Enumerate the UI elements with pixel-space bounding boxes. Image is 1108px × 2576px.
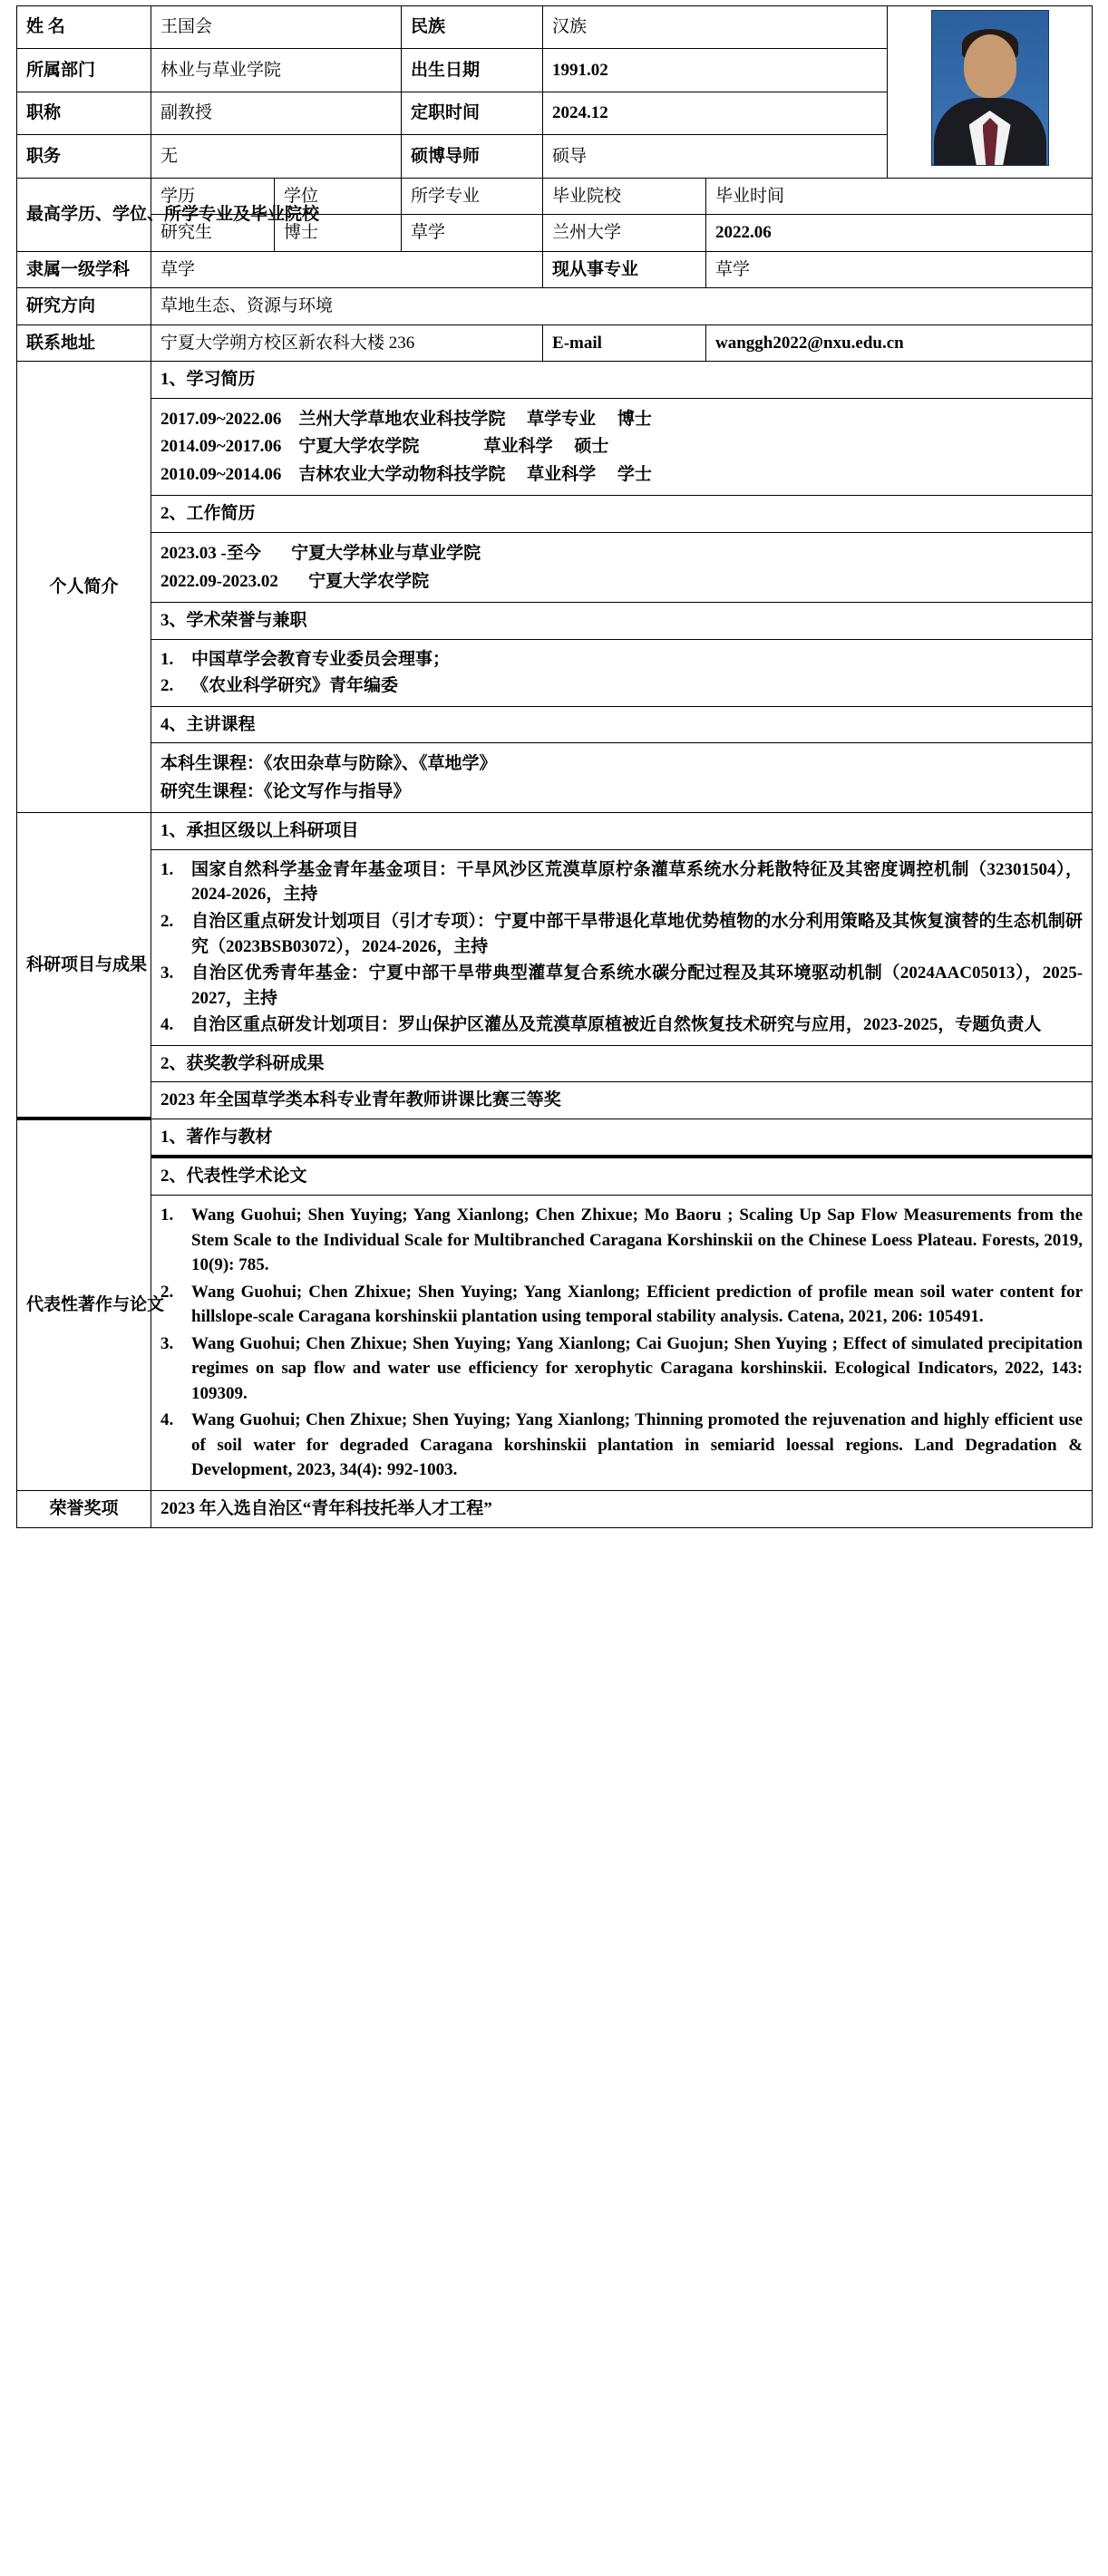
list-item: 2. 自治区重点研发计划项目（引才专项）：宁夏中部干旱带退化草地优势植物的水分利用策略及其恢复演替的生态机制研究（2023BSB03072），2024-2026，主持 xyxy=(160,909,1083,959)
label-research-direction: 研究方向 xyxy=(17,288,151,325)
label-title-rank: 职称 xyxy=(17,92,151,134)
profile-work-row xyxy=(151,533,1092,603)
value-grad-time: 2022.06 xyxy=(706,215,1093,252)
label-education-block: 最高学历、学位、所学专业及毕业院校 xyxy=(17,178,151,251)
works-sec1-title-row xyxy=(151,1119,1092,1157)
projects-sec2-title-row xyxy=(151,1045,1092,1082)
avatar-head xyxy=(964,34,1016,98)
row-representative-works xyxy=(17,1119,1093,1490)
works-sec2-title-row xyxy=(151,1157,1092,1195)
projects-list-row xyxy=(151,849,1092,1045)
label-representative-works: 代表性著作与论文 xyxy=(17,1119,151,1490)
label-email: E-mail xyxy=(543,324,706,362)
list-item: 4. 自治区重点研发计划项目：罗山保护区灌丛及荒漠草原植被近自然恢复技术研究与应用，2023-2025，专题负责人 xyxy=(160,1012,1083,1038)
value-school: 兰州大学 xyxy=(543,215,706,252)
works-sec1-title: 1、著作与教材 xyxy=(151,1119,1092,1157)
value-first-discipline: 草学 xyxy=(151,251,543,288)
value-name: 王国会 xyxy=(151,6,402,49)
portrait-photo xyxy=(888,6,1093,179)
avatar xyxy=(931,10,1049,166)
projects-content xyxy=(151,813,1093,1119)
row-discipline xyxy=(17,251,1093,288)
profile-sec1-title: 1、学习简历 xyxy=(151,362,1092,398)
profile-honors-row xyxy=(151,639,1092,706)
profile-sec2-title: 2、工作简历 xyxy=(151,496,1092,533)
profile-courses-list xyxy=(151,743,1092,813)
head-school: 毕业院校 xyxy=(543,178,706,215)
study-item: 2014.09~2017.06 宁夏大学农学院 草业科学 硕士 xyxy=(160,437,609,457)
profile-sec4-title: 4、主讲课程 xyxy=(151,706,1092,743)
profile-work-list xyxy=(151,533,1092,603)
list-number: 3. xyxy=(160,1333,174,1353)
value-title-rank: 副教授 xyxy=(151,92,402,134)
list-number: 1. xyxy=(160,859,174,879)
label-birth-date: 出生日期 xyxy=(402,49,543,92)
head-major: 所学专业 xyxy=(402,178,543,215)
list-item: 1. Wang Guohui; Shen Yuying; Yang Xianlong; Chen Zhixue; Mo Baoru ; Scaling Up Sap Flow Measurements from the Stem Scale to the Individual Scale for Multibranched Caragana Korshinskii on the Chinese Loess Plateau. Forests, 2019, 10(9): 785. xyxy=(160,1203,1083,1278)
projects-award: 2023 年全国草学类本科专业青年教师讲课比赛三等奖 xyxy=(151,1082,1092,1119)
row-personal-profile xyxy=(17,362,1093,813)
value-supervisor: 硕导 xyxy=(543,135,888,178)
value-ethnicity: 汉族 xyxy=(543,6,888,49)
row-education-values xyxy=(17,215,1093,252)
list-item: 2. Wang Guohui; Chen Zhixue; Shen Yuying; Yang Xianlong; Efficient prediction of profile mean soil water content for hillslope-scale Caragana korshinskii plantation using temporal stability analysis. Catena, 2021, 206: 105491. xyxy=(160,1280,1083,1330)
label-supervisor: 硕博导师 xyxy=(402,135,543,178)
value-honors: 2023 年入选自治区“青年科技托举人才工程” xyxy=(151,1490,1093,1527)
list-number: 1. xyxy=(160,1205,174,1225)
faculty-profile-table xyxy=(16,5,1093,1528)
profile-sec2-title-row xyxy=(151,496,1092,533)
list-number: 3. xyxy=(160,964,174,983)
row-name xyxy=(17,6,1093,49)
projects-list xyxy=(151,849,1092,1045)
value-research-direction: 草地生态、资源与环境 xyxy=(151,288,1093,325)
study-item: 2010.09~2014.06 吉林农业大学动物科技学院 草业科学 学士 xyxy=(160,464,652,484)
row-research-direction xyxy=(17,288,1093,325)
list-number: 2. xyxy=(160,676,174,696)
projects-subtable xyxy=(151,813,1092,1118)
projects-award-row xyxy=(151,1082,1092,1119)
list-item: 1. 国家自然科学基金青年基金项目：干旱风沙区荒漠草原柠条灌草系统水分耗散特征及其密度调控机制（32301504），2024-2026，主持 xyxy=(160,857,1083,907)
head-grad-time: 毕业时间 xyxy=(706,178,1093,215)
works-sec2-title: 2、代表性学术论文 xyxy=(151,1157,1092,1195)
value-birth-date: 1991.02 xyxy=(543,49,888,92)
profile-subtable xyxy=(151,362,1092,812)
value-education: 研究生 xyxy=(151,215,275,252)
head-degree: 学位 xyxy=(275,178,402,215)
label-projects-results: 科研项目与成果 xyxy=(17,813,151,1119)
row-education-headers xyxy=(17,178,1093,215)
works-paper-list xyxy=(151,1195,1092,1490)
list-item: 3. 自治区优秀青年基金：宁夏中部干旱带典型灌草复合系统水碳分配过程及其环境驱动机制（2024AAC05013），2025-2027，主持 xyxy=(160,961,1083,1011)
profile-sec3-title: 3、学术荣誉与兼职 xyxy=(151,603,1092,640)
label-department: 所属部门 xyxy=(17,49,151,92)
label-duty: 职务 xyxy=(17,135,151,178)
list-number: 2. xyxy=(160,1282,174,1302)
label-name: 姓 名 xyxy=(17,6,151,49)
value-major: 草学 xyxy=(402,215,543,252)
list-number: 4. xyxy=(160,1410,174,1430)
profile-honors-list xyxy=(151,639,1092,706)
head-education: 学历 xyxy=(151,178,275,215)
personal-profile-content xyxy=(151,362,1093,813)
row-contact xyxy=(17,324,1093,362)
value-contact-address: 宁夏大学朔方校区新农科大楼 236 xyxy=(151,324,543,362)
list-item: 3. Wang Guohui; Chen Zhixue; Shen Yuying; Yang Xianlong; Cai Guojun; Shen Yuying ; Effect of simulated precipitation regimes on sap flow and water use efficiency for xerophytic Caragana korshinskii. Ecological Indicators, 2022, 143: 109309. xyxy=(160,1332,1083,1407)
profile-study-row xyxy=(151,398,1092,496)
label-first-discipline: 隶属一级学科 xyxy=(17,251,151,288)
profile-sec4-title-row xyxy=(151,706,1092,743)
course-item: 本科生课程：《农田杂草与防除》、《草地学》 xyxy=(160,754,497,774)
value-current-major: 草学 xyxy=(706,251,1093,288)
label-tenure-date: 定职时间 xyxy=(402,92,543,134)
work-item: 2022.09-2023.02 宁夏大学农学院 xyxy=(160,571,430,591)
list-number: 4. xyxy=(160,1015,174,1035)
work-item: 2023.03 -至今 宁夏大学林业与草业学院 xyxy=(160,544,481,564)
study-item: 2017.09~2022.06 兰州大学草地农业科技学院 草学专业 博士 xyxy=(160,409,652,429)
list-number: 2. xyxy=(160,912,174,932)
list-item: 4. Wang Guohui; Chen Zhixue; Shen Yuying; Yang Xianlong; Thinning promoted the rejuvenation and highly efficient use of soil water for degraded Caragana korshinskii plantation in semiarid loessal regions. Land Degradation & Development, 2023, 34(4): 992-1003. xyxy=(160,1408,1083,1483)
row-honors xyxy=(17,1490,1093,1527)
label-ethnicity: 民族 xyxy=(402,6,543,49)
works-subtable xyxy=(151,1119,1092,1490)
value-email[interactable]: wanggh2022@nxu.edu.cn xyxy=(706,324,1093,362)
projects-sec2-title: 2、获奖教学科研成果 xyxy=(151,1045,1092,1082)
value-department: 林业与草业学院 xyxy=(151,49,402,92)
label-honors: 荣誉奖项 xyxy=(17,1490,151,1527)
value-tenure-date: 2024.12 xyxy=(543,92,888,134)
label-personal-profile: 个人简介 xyxy=(17,362,151,813)
profile-sec1-title-row xyxy=(151,362,1092,398)
profile-sec3-title-row xyxy=(151,603,1092,640)
label-current-major: 现从事专业 xyxy=(543,251,706,288)
projects-sec1-title-row xyxy=(151,813,1092,849)
profile-courses-row xyxy=(151,743,1092,813)
projects-sec1-title: 1、承担区级以上科研项目 xyxy=(151,813,1092,849)
list-number: 1. xyxy=(160,649,174,669)
value-degree: 博士 xyxy=(275,215,402,252)
profile-study-list xyxy=(151,398,1092,496)
course-item: 研究生课程：《论文写作与指导》 xyxy=(160,781,411,801)
works-papers-row xyxy=(151,1195,1092,1490)
works-content xyxy=(151,1119,1093,1490)
list-item: 1. 中国草学会教育专业委员会理事； xyxy=(160,647,1083,673)
value-duty: 无 xyxy=(151,135,402,178)
row-projects xyxy=(17,813,1093,1119)
list-item: 2. 《农业科学研究》青年编委 xyxy=(160,673,1083,699)
label-contact-address: 联系地址 xyxy=(17,324,151,362)
